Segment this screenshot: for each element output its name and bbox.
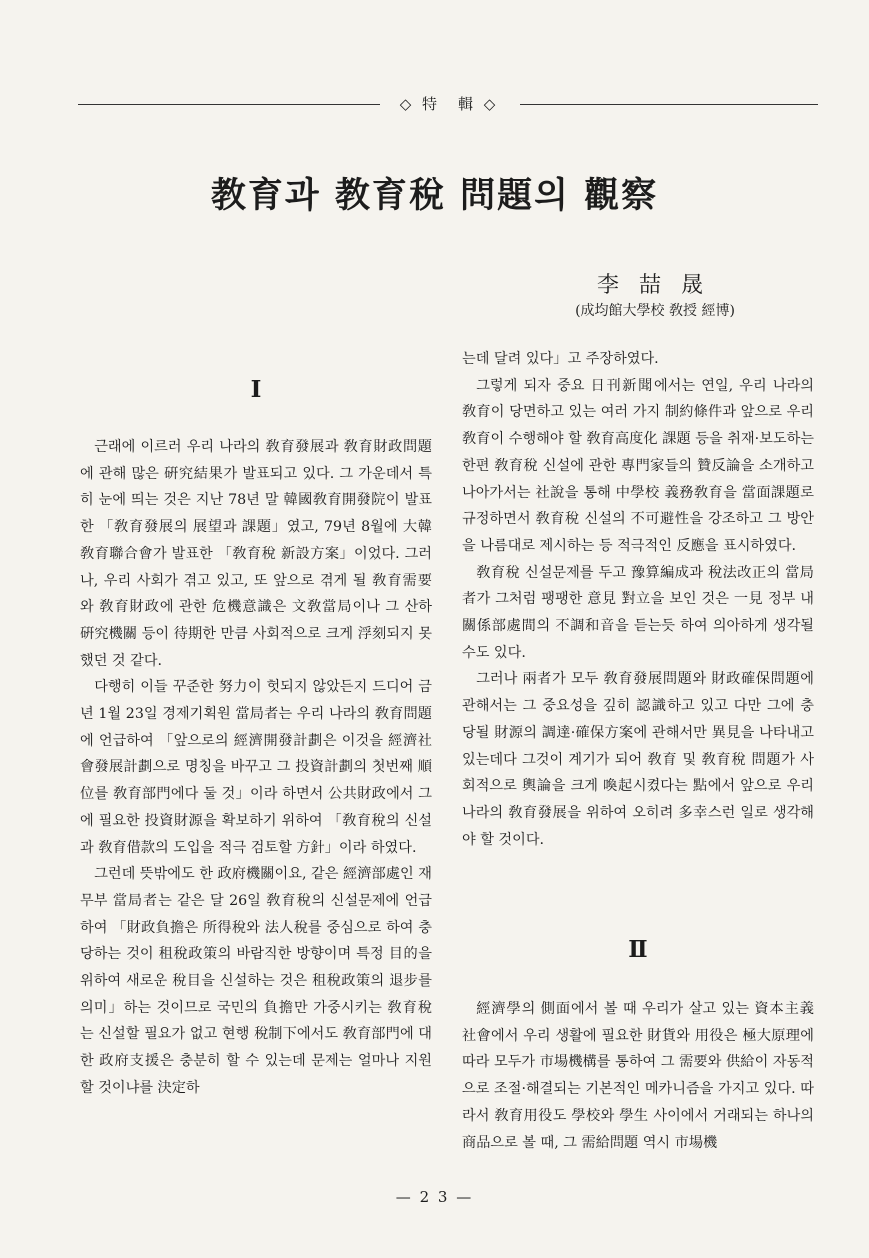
special-feature-label: ◇ 特 輯 ◇ (399, 95, 499, 113)
header-rule-left (78, 104, 380, 105)
paragraph: 근래에 이르러 우리 나라의 敎育發展과 敎育財政問題에 관해 많은 硏究結果가 발표되고 있다. 그 가운데서 특히 눈에 띄는 것은 지난 78년 말 韓國敎育開發院이 발표한 「敎育發展의 展望과 課題」였고, 79년 8월에 大韓敎育聯合會가 발표한 「敎育稅 新設方案」이었다. 그러나, 우리 사회가 겪고 있고, 또 앞으로 겪게 될 敎育需要와 敎育財政에 관한 危機意識은 文敎當局이나 그 산하 硏究機關 등이 待期한 만큼 사회적으로 크게 浮刻되지 못했던 것 같다. (80, 439, 432, 669)
paragraph: 그러나 兩者가 모두 敎育發展問題와 財政確保問題에 관해서는 그 중요성을 깊히 認識하고 있고 다만 그에 충당될 財源의 調達·確保方案에 관해서만 異見을 나타내고 있는데다 그것이 계기가 되어 敎育 및 敎育稅 問題가 사회적으로 輿論을 크게 喚起시켰다는 點에서 앞으로 우리 나라의 敎育發展을 위하여 오히려 多幸스런 일로 생각해야 할 것이다. (462, 671, 814, 848)
paragraph: 그렇게 되자 중요 日刊新聞에서는 연일, 우리 나라의 敎育이 당면하고 있는 여러 가지 制約條件과 앞으로 우리 敎育이 수행해야 할 敎育高度化 課題 등을 취재·보도하는 한편 敎育稅 신설에 관한 專門家들의 贊反論을 소개하고 나아가서는 社說을 통해 中學校 義務敎育을 當面課題로 규정하면서 敎育稅 신설의 不可避性을 강조하고 그 방안을 나름대로 제시하는 등 적극적인 反應을 표시하였다. (462, 377, 814, 554)
section-numeral-2: Ⅱ (628, 936, 648, 963)
paragraph: 그런데 뜻밖에도 한 政府機關이요, 같은 經濟部處인 재무부 當局者는 같은 달 26일 敎育稅의 신설문제에 언급하여 「財政負擔은 所得稅와 法人稅를 중심으로 하여 충당하는 것이 租稅政策의 바람직한 방향이며 특정 目的을 위하여 새로운 稅目을 신설하는 것은 租稅政策의 退步를 의미」하는 것이므로 국민의 負擔만 가중시키는 敎育稅는 신설할 필요가 없고 현행 稅制下에서도 敎育部門에 대한 政府支援은 충분히 할 수 있는데 문제는 얼마나 지원할 것이냐를 決定하 (80, 866, 432, 1096)
paragraph: 는데 달려 있다」고 주장하였다. (462, 351, 659, 367)
left-column (80, 434, 432, 1102)
header-rule-right (520, 104, 818, 105)
section-numeral-1: I (250, 376, 262, 403)
paragraph: 敎育稅 신설문제를 두고 豫算編成과 稅法改正의 當局者가 그처럼 팽팽한 意見 對立을 보인 것은 一見 정부 내 關係部處間의 不調和音을 듣는듯 하여 의아하게 생각될 수도 있다. (462, 564, 814, 661)
paragraph: 經濟學의 側面에서 볼 때 우리가 살고 있는 資本主義 社會에서 우리 생활에 필요한 財貨와 用役은 極大原理에 따라 모두가 市場機構를 통하여 그 需要와 供給이 자동적으로 조절·해결되는 기본적인 메카니즘을 가지고 있다. 따라서 敎育用役도 學校와 學生 사이에서 거래되는 하나의 商品으로 볼 때, 그 需給問題 역시 市場機 (462, 1001, 814, 1151)
special-feature-header (78, 92, 818, 118)
article-title: 教育과 教育稅 問題의 觀察 (210, 175, 659, 216)
second-section-body (462, 996, 814, 1156)
right-column (462, 346, 814, 853)
page-number: — 2 3 — (395, 1188, 474, 1206)
paragraph: 다행히 이들 꾸준한 努力이 헛되지 않았든지 드디어 금년 1월 23일 경제기획원 當局者는 우리 나라의 敎育問題에 언급하여 「앞으로의 經濟開發計劃은 이것을 經濟社會發展計劃으로 명칭을 바꾸고 그 投資計劃의 첫번째 順位를 敎育部門에다 둘 것」이라 하면서 公共財政에서 그에 필요한 投資財源을 확보하기 위하여 「敎育稅의 신설과 敎育借款의 도입을 적극 검토할 方針」이라 하였다. (80, 679, 432, 856)
author-affiliation: (成均館大學校 敎授 經博) (575, 303, 735, 319)
author-name: 李喆晟 (596, 273, 723, 298)
